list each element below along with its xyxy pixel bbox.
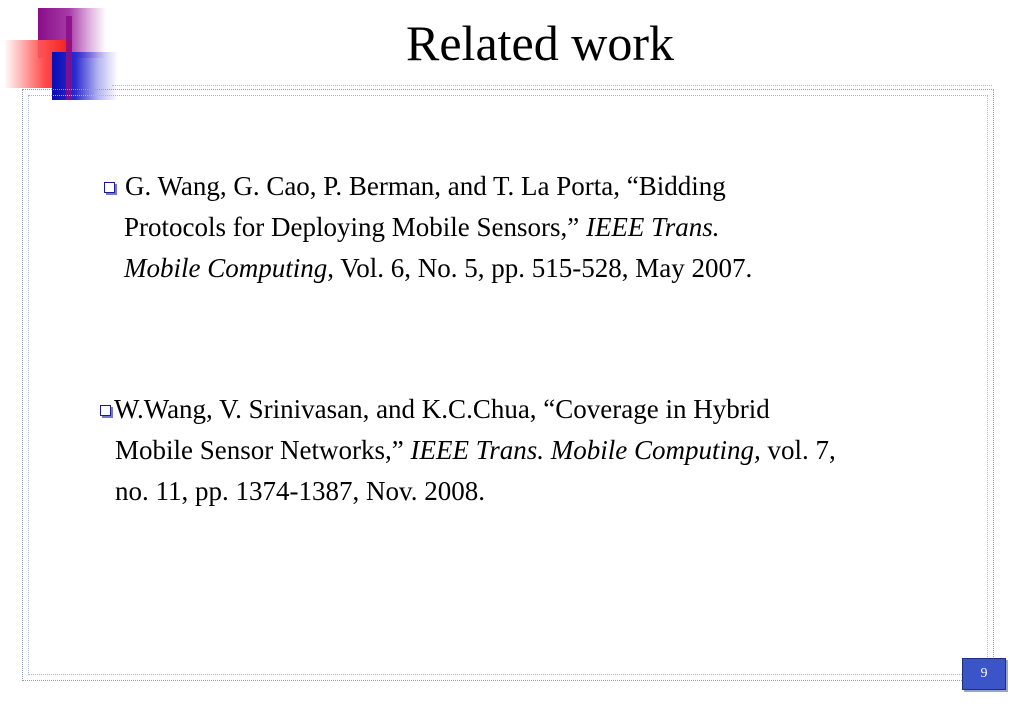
reference-authors-title: W.Wang, V. Srinivasan, and K.C.Chua, “Coverage in Hybrid <box>114 394 770 424</box>
reference-line <box>100 471 836 512</box>
hollow-square-bullet-icon <box>100 405 111 416</box>
reference-details: , Vol. 6, No. 5, pp. 515-528, May 2007. <box>327 253 753 283</box>
slide-title: Related work <box>406 15 674 71</box>
reference-item <box>100 389 836 512</box>
reference-item <box>104 166 752 289</box>
reference-journal-cont: Mobile Computing <box>124 253 328 283</box>
logo-vertical-bar <box>66 16 72 100</box>
reference-authors-title: G. Wang, G. Cao, P. Berman, and T. La Porta, “Bidding <box>125 171 726 201</box>
reference-line <box>104 207 752 248</box>
reference-volume: vol. 7, <box>760 435 836 465</box>
page-number-badge: 9 <box>962 658 1006 690</box>
hollow-square-bullet-icon <box>104 182 115 193</box>
reference-line <box>100 430 836 471</box>
reference-details: no. 11, pp. 1374-1387, Nov. 2008. <box>115 476 485 506</box>
frame-top-divider <box>112 85 992 86</box>
reference-line <box>104 248 752 289</box>
reference-title-cont: Mobile Sensor Networks,” <box>115 435 411 465</box>
reference-line <box>104 166 752 207</box>
reference-journal: IEEE Trans. Mobile Computing, <box>410 435 761 465</box>
reference-title-cont: Protocols for Deploying Mobile Sensors,” <box>124 212 586 242</box>
reference-line <box>100 389 836 430</box>
reference-journal: IEEE Trans. <box>585 212 720 242</box>
